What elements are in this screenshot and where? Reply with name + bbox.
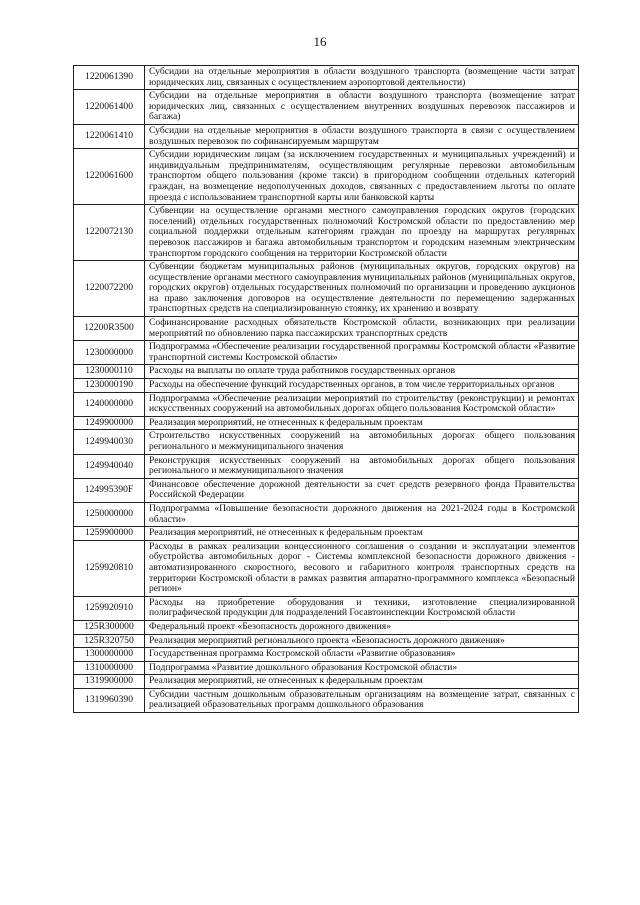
row-code: 1259900000 — [74, 527, 145, 541]
row-code: 1300000000 — [74, 648, 145, 662]
row-description: Реконструкция искусственных сооружений на автомобильных дорогах общего пользования регионального и межмуниципального значения — [145, 454, 579, 478]
row-description: Расходы на выплаты по оплате труда работников государственных органов — [145, 365, 579, 379]
row-description: Субвенции на осуществление органами местного самоуправления городских округов (городских поселений) отдельных государственных полномочий Костромской области по предоставлению мер социальной поддержки отдельным категориям граждан по проезду на маршрутах регулярных перевозок пассажиров и багажа автомобильным транспортом и городским наземным электрическим транспортом городского сообщения на территории Костромской области — [145, 205, 579, 261]
row-code: 1319960390 — [74, 688, 145, 712]
table-row — [74, 502, 579, 526]
row-code: 1310000000 — [74, 661, 145, 675]
row-code: 1220061600 — [74, 149, 145, 205]
row-code: 1319900000 — [74, 675, 145, 689]
table-row — [74, 205, 579, 261]
budget-classification-table — [73, 65, 579, 713]
row-description: Реализация мероприятий регионального проекта «Безопасность дорожного движения» — [145, 634, 579, 648]
row-code: 12200R3500 — [74, 317, 145, 341]
table-row — [74, 478, 579, 502]
row-code: 1230000110 — [74, 365, 145, 379]
row-code: 1220061390 — [74, 66, 145, 90]
table-row — [74, 675, 579, 689]
table-row — [74, 261, 579, 317]
row-description: Субсидии частным дошкольным образовательным организациям на возмещение затрат, связанных с реализацией образовательных программ дошкольного образования — [145, 688, 579, 712]
row-code: 124995390F — [74, 478, 145, 502]
row-description: Федеральный проект «Безопасность дорожного движения» — [145, 620, 579, 634]
row-description: Строительство искусственных сооружений на автомобильных дорогах общего пользования регионального и межмуниципального значения — [145, 430, 579, 454]
row-code: 1230000190 — [74, 379, 145, 393]
row-code: 1249940030 — [74, 430, 145, 454]
row-code: 1230000000 — [74, 341, 145, 365]
row-code: 1249940040 — [74, 454, 145, 478]
table-row — [74, 124, 579, 148]
row-description: Реализация мероприятий, не отнесенных к федеральным проектам — [145, 527, 579, 541]
row-description: Субсидии на отдельные мероприятия в области воздушного транспорта (возмещение затрат юридических лиц, связанных с осуществлением внутренних воздушных перевозок пассажиров и багажа) — [145, 90, 579, 125]
table-row — [74, 90, 579, 125]
table-row — [74, 454, 579, 478]
table-row — [74, 66, 579, 90]
row-code: 1259920910 — [74, 596, 145, 620]
table-row — [74, 661, 579, 675]
row-description: Подпрограмма «Обеспечение реализации государственной программы Костромской области «Развитие транспортной системы Костромской области» — [145, 341, 579, 365]
row-description: Расходы на обеспечение функций государственных органов, в том числе территориальных органов — [145, 379, 579, 393]
row-description: Расходы в рамках реализации концессионного соглашения о создании и эксплуатации элементов обустройства автомобильных дорог - Системы комплексной безопасности дорожного движения - автоматизированного скоростного, весового и габаритного контроля транспортных средств на территории Костромской области в рамках развития аппаратно-программного комплекса «Безопасный регион» — [145, 540, 579, 596]
table-row — [74, 149, 579, 205]
row-description: Субвенции бюджетам муниципальных районов (муниципальных округов, городских округов) на осуществление органами местного самоуправления муниципальных районов (муниципальных округов, городских округов) отдельных государственных полномочий по организации и проведению аукционов на право заключения договоров на осуществление деятельности по перемещению задержанных транспортных средств на специализированную стоянку, их хранению и возврату — [145, 261, 579, 317]
table-row — [74, 648, 579, 662]
table-row — [74, 317, 579, 341]
row-code: 125R300000 — [74, 620, 145, 634]
table-row — [74, 392, 579, 416]
table-row — [74, 416, 579, 430]
table-row — [74, 527, 579, 541]
table-row — [74, 379, 579, 393]
row-code: 1250000000 — [74, 502, 145, 526]
row-code: 1220061400 — [74, 90, 145, 125]
table-row — [74, 365, 579, 379]
row-code: 1220072200 — [74, 261, 145, 317]
row-description: Реализация мероприятий, не отнесенных к федеральным проектам — [145, 416, 579, 430]
row-code: 1220072130 — [74, 205, 145, 261]
row-description: Подпрограмма «Повышение безопасности дорожного движения на 2021-2024 годы в Костромской области» — [145, 502, 579, 526]
row-description: Реализация мероприятий, не отнесенных к федеральным проектам — [145, 675, 579, 689]
table-row — [74, 430, 579, 454]
row-description: Подпрограмма «Развитие дошкольного образования Костромской области» — [145, 661, 579, 675]
row-code: 1249900000 — [74, 416, 145, 430]
table-row — [74, 596, 579, 620]
row-code: 1240000000 — [74, 392, 145, 416]
row-code: 1220061410 — [74, 124, 145, 148]
table-row — [74, 634, 579, 648]
row-code: 1259920810 — [74, 540, 145, 596]
table-row — [74, 341, 579, 365]
row-description: Софинансирование расходных обязательств Костромской области, возникающих при реализации мероприятий по обновлению парка пассажирских транспортных средств — [145, 317, 579, 341]
page-number: 16 — [313, 34, 327, 49]
row-code: 125R320750 — [74, 634, 145, 648]
row-description: Субсидии на отдельные мероприятия в области воздушного транспорта (возмещение части затрат юридических лиц, связанных с осуществлением аэропортовой деятельности) — [145, 66, 579, 90]
row-description: Подпрограмма «Обеспечение реализации мероприятий по строительству (реконструкции) и ремонтах искусственных сооружений на автомобильных дорогах общего пользования Костромской области» — [145, 392, 579, 416]
table-row — [74, 540, 579, 596]
row-description: Финансовое обеспечение дорожной деятельности за счет средств резервного фонда Правительства Российской Федерации — [145, 478, 579, 502]
table-row — [74, 620, 579, 634]
table-row — [74, 688, 579, 712]
row-description: Субсидии на отдельные мероприятия в области воздушного транспорта в связи с осуществлением воздушных перевозок по софинансируемым маршрутам — [145, 124, 579, 148]
row-description: Расходы на приобретение оборудования и техники, изготовление специализированной полиграфической продукции для подразделений Госавтоинспекции Костромской области — [145, 596, 579, 620]
row-description: Субсидии юридическим лицам (за исключением государственных и муниципальных учреждений) и индивидуальным предпринимателям, осуществляющим регулярные перевозки автомобильным транспортом общего пользования (кроме такси) в пригородном сообщении отдельных категорий граждан, на возмещение недополученных доходов, связанных с предоставлением льготы по оплате проезда с использованием транспортной карты или банковской карты — [145, 149, 579, 205]
row-description: Государственная программа Костромской области «Развитие образования» — [145, 648, 579, 662]
